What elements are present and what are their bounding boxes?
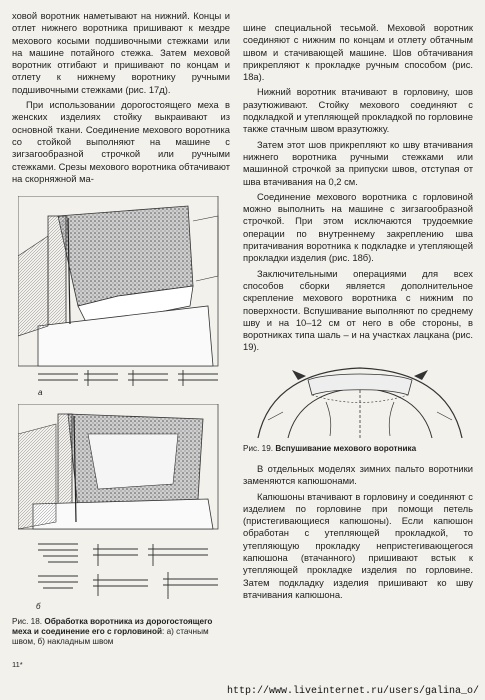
paragraph: Капюшоны втачивают в горловину и соединяют с изделием по горловине при помощи петель (пристегивающиеся капюшоны). Если капюшон обработан с утепляющей прокладкой, то утепляющую прокладку непристегивающегося капюшона (втачанного) пришивают встык к утепляющей прокладке изделия по горловине. Затем подкладку изделия пришивают ко шву втачивания капюшона.: [243, 490, 473, 600]
paragraph: В отдельных моделях зимних пальто воротники заменяются капюшонами.: [243, 463, 473, 487]
figure-18-caption: [12, 617, 230, 648]
left-text-column: [12, 10, 230, 185]
figure-18b-illustration: [18, 404, 233, 614]
paragraph: Заключительными операциями для всех способов сборки является дополнительное скрепление мехового воротника с нижним по поверхности. Вспушивание выполняют по среднему шву и на 10–12 см от него в обе стороны, в воротниках типа шаль – и на участках лацкана (рис. 19).: [243, 267, 473, 353]
figure-label-b: б: [36, 602, 41, 611]
page-number: 11*: [12, 660, 23, 669]
paragraph: шине специальной тесьмой. Меховой воротник соединяют с нижним по концам и отлету обтачным швом и стачивающей машине. Шов обтачивания прикрепляют к прокладке ручным способом (рис. 18а).: [243, 22, 473, 83]
paragraph: ховой воротник наметывают на нижний. Концы и отлет нижнего воротника пришивают к мездре мехового косыми подшивочными стежками или на машине потайного стежка. Затем меховой воротник отгибают и пришивают по концам и отлету к нижнему воротнику ручными подшивочными стежками (рис. 17д).: [12, 10, 230, 95]
paragraph: Соединение мехового воротника с горловиной можно выполнить на машине с зигзагообразной строчкой. При этом исключаются трудоемкие операции по внутреннему закреплению шва притачивания воротника к подкладке и утепляющей прокладки изделия (рис. 18б).: [243, 190, 473, 264]
caption-title: Вспушивание мехового воротника: [275, 444, 417, 453]
caption-title: Обработка воротника из дорогостоящего меха и соединение его с горловиной: [12, 617, 213, 637]
figure-19-illustration: [248, 350, 472, 440]
paragraph: Затем этот шов прикрепляют ко шву втачивания нижнего воротника ручными стежками или машинной строчкой за припуски швов, отступая от шва втачивания на 0,2 см.: [243, 138, 473, 187]
right-text-column-top: [243, 22, 473, 354]
figure-label-a: а: [38, 388, 43, 397]
figure-18a-illustration: [18, 196, 233, 397]
paragraph: При использовании дорогостоящего меха в женских изделиях стойку выкраивают из основной ткани. Соединение мехового воротника со стойкой выполняют на машине с зигзагообразной строчкой или ручными стежками. Срезы мехового воротника обтачивают на скорняжной ма-: [12, 99, 230, 184]
caption-detail: : а) стачным швом, б) накладным швом: [12, 627, 209, 647]
paragraph: Нижний воротник втачивают в горловину, шов разутюживают. Стойку мехового соединяют с подкладкой и утепляющей прокладкой по горловине также стачным швом вразутюжку.: [243, 86, 473, 135]
watermark-url: http://www.liveinternet.ru/users/galina_o/: [226, 686, 479, 697]
caption-prefix: Рис. 19.: [243, 444, 274, 453]
caption-prefix: Рис. 18.: [12, 617, 43, 626]
figure-19-caption: [243, 444, 473, 454]
right-text-column-bottom: [243, 463, 473, 601]
